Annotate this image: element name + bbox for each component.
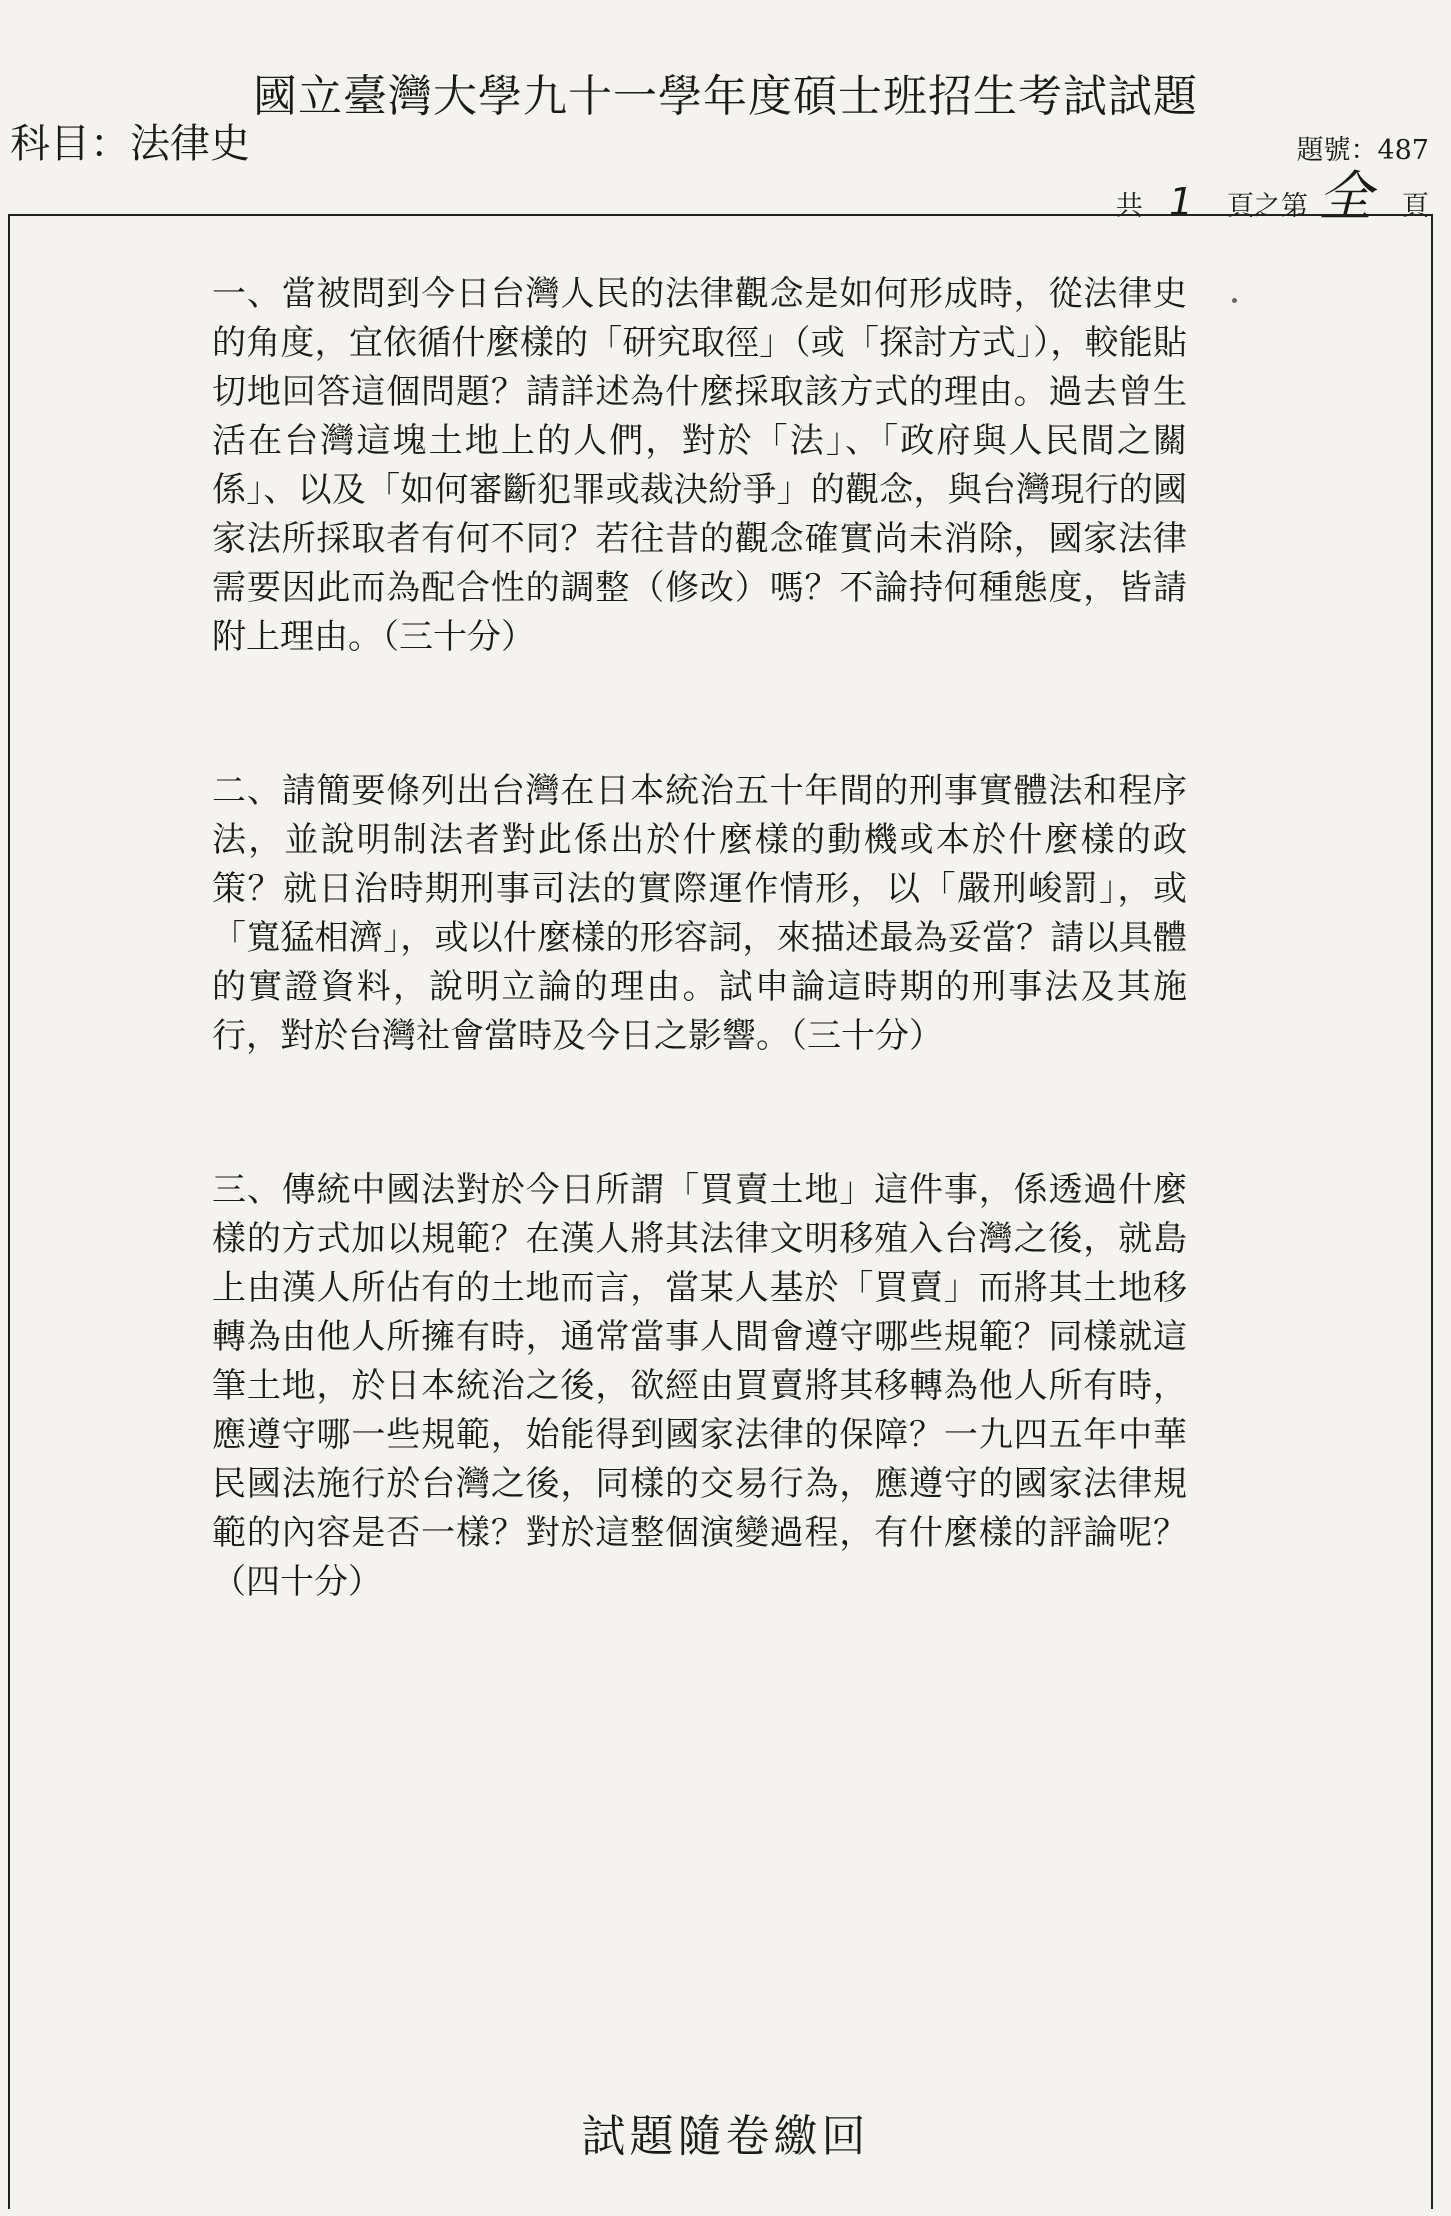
page-current: 全 <box>1318 165 1372 228</box>
question-2: 二、請簡要條列出台灣在日本統治五十年間的刑事實體法和程序法，並說明制法者對此係出於什麼樣的動機或本於什麼樣的政策？就日治時期刑事司法的實際運作情形，以「嚴刑峻罰」，或「寬猛相濟」，或以什麼樣的形容詞，來描述最為妥當？請以具體的實證資料，說明立論的理由。試申論這時期的刑事法及其施行，對於台灣社會當時及今日之影響。（三十分） <box>212 771 1187 1056</box>
page-mid: 頁之第 <box>1227 191 1308 222</box>
scan-speck <box>1232 298 1237 303</box>
question-list <box>212 270 1187 1712</box>
page-suffix: 頁 <box>1402 191 1429 222</box>
exam-number: 題號：487 <box>1296 135 1429 166</box>
page-total: 1 <box>1168 180 1193 224</box>
subject-label: 科目：法律史 <box>10 121 250 167</box>
return-notice: 試題隨卷繳回 <box>581 2111 870 2162</box>
question-3: 三、傳統中國法對於今日所謂「買賣土地」這件事，係透過什麼樣的方式加以規範？在漢人將其法律文明移殖入台灣之後，就島上由漢人所佔有的土地而言，當某人基於「買賣」而將其土地移轉為由他人所擁有時，通常當事人間會遵守哪些規範？同樣就這筆土地，於日本統治之後，欲經由買賣將其移轉為他人所有時，應遵守哪一些規範，始能得到國家法律的保障？一九四五年中華民國法施行於台灣之後，同樣的交易行為，應遵守的國家法律規範的內容是否一樣？對於這整個演變過程，有什麼樣的評論呢？（四十分） <box>212 1170 1187 1602</box>
page-total-prefix: 共 <box>1115 191 1143 222</box>
page-title: 國立臺灣大學九十一學年度碩士班招生考試試題 <box>253 71 1198 122</box>
question-1: 一、當被問到今日台灣人民的法律觀念是如何形成時，從法律史的角度，宜依循什麼樣的「研究取徑」（或「探討方式」），較能貼切地回答這個問題？請詳述為什麼採取該方式的理由。過去曾生活在台灣這塊土地上的人們，對於「法」、「政府與人民間之關係」、以及「如何審斷犯罪或裁決紛爭」的觀念，與台灣現行的國家法所採取者有何不同？若往昔的觀念確實尚未消除，國家法律需要因此而為配合性的調整（修改）嗎？不論持何種態度，皆請附上理由。（三十分） <box>212 274 1187 657</box>
